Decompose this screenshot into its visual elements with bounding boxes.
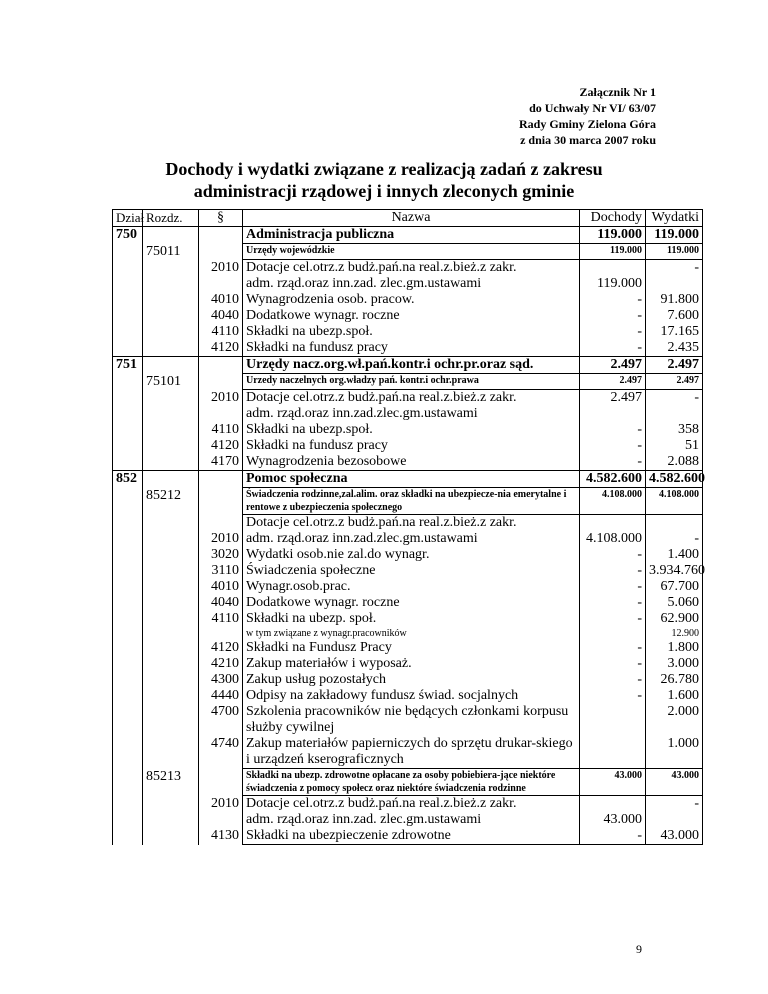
- annex-line-2: do Uchwały Nr VI/ 63/07: [529, 101, 656, 115]
- cell-rozdz: [143, 324, 199, 340]
- cell-par: [199, 812, 243, 828]
- header-dzial: Dział: [113, 210, 143, 227]
- cell-dzial: [113, 515, 143, 532]
- table-row: [113, 292, 703, 308]
- table-row: [113, 704, 703, 736]
- cell-nazwa: Wynagr.osob.prac.: [243, 579, 580, 595]
- cell-rozdz: [143, 531, 199, 547]
- cell-wydatki: 62.900: [646, 611, 703, 627]
- cell-wydatki: 1.000: [646, 736, 703, 769]
- cell-dzial: [113, 276, 143, 292]
- document-title: [0, 158, 768, 202]
- annex-header: [519, 84, 656, 148]
- cell-wydatki: 3.000: [646, 656, 703, 672]
- cell-dochody: -: [580, 454, 646, 471]
- cell-wydatki: 1.400: [646, 547, 703, 563]
- cell-nazwa: Dotacje cel.otrz.z budż.pań.na real.z.bież.z zakr.: [243, 390, 580, 407]
- cell-rozdz: [143, 406, 199, 422]
- cell-rozdz: [143, 308, 199, 324]
- cell-par: 4040: [199, 595, 243, 611]
- cell-dochody: -: [580, 672, 646, 688]
- cell-nazwa: Dodatkowe wynagr. roczne: [243, 595, 580, 611]
- table-row: [113, 390, 703, 407]
- cell-rozdz: [143, 627, 199, 640]
- cell-wydatki: 1.600: [646, 688, 703, 704]
- cell-nazwa: Szkolenia pracowników nie będących członkami korpusu służby cywilnej: [243, 704, 580, 736]
- cell-wydatki: 26.780: [646, 672, 703, 688]
- cell-dzial: [113, 640, 143, 656]
- cell-dzial: [113, 769, 143, 796]
- cell-nazwa: Wydatki osob.nie zal.do wynagr.: [243, 547, 580, 563]
- cell-dochody: 2.497: [580, 374, 646, 390]
- cell-dzial: [113, 308, 143, 324]
- table-row: [113, 406, 703, 422]
- cell-par: [199, 488, 243, 515]
- cell-nazwa: Odpisy na zakładowy fundusz świad. socjalnych: [243, 688, 580, 704]
- cell-par: 4120: [199, 340, 243, 357]
- cell-par: 2010: [199, 390, 243, 407]
- cell-dochody: [580, 627, 646, 640]
- table-row: [113, 828, 703, 845]
- table-row: [113, 627, 703, 640]
- cell-par: 4170: [199, 454, 243, 471]
- budget-table: [112, 209, 703, 845]
- cell-dochody: -: [580, 292, 646, 308]
- cell-wydatki: 119.000: [646, 244, 703, 260]
- cell-wydatki: [646, 515, 703, 532]
- cell-nazwa: Urzędy nacz.org.wł.pań.kontr.i ochr.pr.oraz sąd.: [243, 357, 580, 374]
- cell-dzial: [113, 454, 143, 471]
- cell-wydatki: [646, 812, 703, 828]
- cell-dzial: [113, 627, 143, 640]
- cell-dzial: [113, 488, 143, 515]
- cell-par: 4010: [199, 292, 243, 308]
- cell-dochody: [580, 515, 646, 532]
- cell-wydatki: 1.800: [646, 640, 703, 656]
- cell-wydatki: 2.088: [646, 454, 703, 471]
- cell-dochody: [580, 796, 646, 813]
- cell-dzial: [113, 244, 143, 260]
- cell-dochody: [580, 260, 646, 277]
- cell-rozdz: [143, 292, 199, 308]
- cell-dzial: [113, 812, 143, 828]
- cell-rozdz: [143, 595, 199, 611]
- cell-rozdz: [143, 656, 199, 672]
- header-wydatki: Wydatki: [646, 210, 703, 227]
- cell-dochody: -: [580, 438, 646, 454]
- cell-dzial: [113, 422, 143, 438]
- cell-wydatki: [646, 406, 703, 422]
- table-row: [113, 422, 703, 438]
- header-rozdz: Rozdz.: [143, 210, 199, 227]
- cell-wydatki: 2.435: [646, 340, 703, 357]
- cell-dochody: -: [580, 324, 646, 340]
- cell-par: [199, 769, 243, 796]
- cell-rozdz: [143, 438, 199, 454]
- table-row: [113, 276, 703, 292]
- cell-rozdz: [143, 736, 199, 769]
- cell-wydatki: 2.000: [646, 704, 703, 736]
- cell-par: [199, 627, 243, 640]
- cell-par: 4130: [199, 828, 243, 845]
- cell-dochody: 43.000: [580, 769, 646, 796]
- cell-rozdz: [143, 640, 199, 656]
- cell-dzial: [113, 736, 143, 769]
- cell-par: [199, 515, 243, 532]
- cell-rozdz: [143, 515, 199, 532]
- cell-dochody: -: [580, 640, 646, 656]
- cell-rozdz: 85212: [143, 488, 199, 515]
- cell-nazwa: Składki na fundusz pracy: [243, 438, 580, 454]
- cell-par: 2010: [199, 796, 243, 813]
- cell-dochody: 119.000: [580, 276, 646, 292]
- cell-dzial: [113, 656, 143, 672]
- cell-dzial: [113, 595, 143, 611]
- cell-dzial: [113, 611, 143, 627]
- cell-wydatki: 43.000: [646, 769, 703, 796]
- cell-nazwa: Zakup usług pozostałych: [243, 672, 580, 688]
- cell-dzial: [113, 672, 143, 688]
- cell-nazwa: adm. rząd.oraz inn.zad.zlec.gm.ustawami: [243, 406, 580, 422]
- cell-nazwa: Dotacje cel.otrz.z budż.pań.na real.z.bież.z zakr.: [243, 515, 580, 532]
- table-row: [113, 438, 703, 454]
- table-row: [113, 471, 703, 488]
- cell-dochody: 119.000: [580, 244, 646, 260]
- cell-nazwa: Administracja publiczna: [243, 227, 580, 244]
- cell-rozdz: [143, 227, 199, 244]
- cell-dzial: [113, 531, 143, 547]
- cell-dochody: [580, 406, 646, 422]
- cell-nazwa: Świadczenia społeczne: [243, 563, 580, 579]
- cell-par: 4440: [199, 688, 243, 704]
- cell-dzial: [113, 324, 143, 340]
- cell-dzial: [113, 796, 143, 813]
- cell-dochody: -: [580, 595, 646, 611]
- cell-dzial: 852: [113, 471, 143, 488]
- cell-wydatki: 12.900: [646, 627, 703, 640]
- cell-nazwa: Świadczenia rodzinne,zal.alim. oraz składki na ubezpiecze-nia emerytalne i rentowe z ubezpieczenia społecznego: [243, 488, 580, 515]
- cell-par: 4210: [199, 656, 243, 672]
- cell-nazwa: Pomoc społeczna: [243, 471, 580, 488]
- cell-nazwa: Dodatkowe wynagr. roczne: [243, 308, 580, 324]
- cell-par: 4110: [199, 422, 243, 438]
- cell-wydatki: 2.497: [646, 374, 703, 390]
- cell-par: [199, 244, 243, 260]
- cell-rozdz: [143, 276, 199, 292]
- cell-par: 2010: [199, 260, 243, 277]
- cell-dzial: [113, 374, 143, 390]
- title-line-2: administracji rządowej i innych zleconych gminie: [193, 181, 575, 201]
- cell-nazwa: adm. rząd.oraz inn.zad. zlec.gm.ustawami: [243, 812, 580, 828]
- cell-wydatki: 17.165: [646, 324, 703, 340]
- cell-rozdz: [143, 688, 199, 704]
- cell-rozdz: [143, 390, 199, 407]
- cell-rozdz: 75011: [143, 244, 199, 260]
- cell-dochody: 2.497: [580, 390, 646, 407]
- cell-par: 4700: [199, 704, 243, 736]
- cell-dochody: -: [580, 547, 646, 563]
- cell-dochody: -: [580, 611, 646, 627]
- cell-dochody: [580, 736, 646, 769]
- cell-dochody: 4.108.000: [580, 488, 646, 515]
- cell-nazwa: Wynagrodzenia bezosobowe: [243, 454, 580, 471]
- cell-par: 4010: [199, 579, 243, 595]
- table-row: [113, 796, 703, 813]
- cell-nazwa: adm. rząd.oraz inn.zad.zlec.gm.ustawami: [243, 531, 580, 547]
- header-par: §: [199, 210, 243, 227]
- cell-par: 3020: [199, 547, 243, 563]
- cell-wydatki: 67.700: [646, 579, 703, 595]
- cell-nazwa: Zakup materiałów papierniczych do sprzętu drukar-skiego i urządzeń kserograficznych: [243, 736, 580, 769]
- annex-line-1: Załącznik Nr 1: [579, 85, 656, 99]
- header-dochody: Dochody: [580, 210, 646, 227]
- cell-wydatki: 43.000: [646, 828, 703, 845]
- cell-par: [199, 357, 243, 374]
- cell-par: [199, 276, 243, 292]
- cell-rozdz: [143, 260, 199, 277]
- cell-par: 2010: [199, 531, 243, 547]
- cell-rozdz: [143, 357, 199, 374]
- cell-rozdz: [143, 828, 199, 845]
- cell-wydatki: 51: [646, 438, 703, 454]
- cell-dochody: -: [580, 422, 646, 438]
- cell-rozdz: [143, 547, 199, 563]
- cell-dzial: [113, 704, 143, 736]
- cell-par: 4740: [199, 736, 243, 769]
- cell-par: 3110: [199, 563, 243, 579]
- cell-dochody: -: [580, 688, 646, 704]
- cell-dochody: 4.582.600: [580, 471, 646, 488]
- cell-par: [199, 374, 243, 390]
- table-row: [113, 688, 703, 704]
- table-row: [113, 244, 703, 260]
- cell-wydatki: -: [646, 796, 703, 813]
- cell-wydatki: 119.000: [646, 227, 703, 244]
- table-header-row: [113, 210, 703, 227]
- table-row: [113, 374, 703, 390]
- cell-dochody: -: [580, 340, 646, 357]
- cell-par: [199, 406, 243, 422]
- cell-wydatki: 4.108.000: [646, 488, 703, 515]
- table-row: [113, 227, 703, 244]
- table-row: [113, 736, 703, 769]
- cell-nazwa: Dotacje cel.otrz.z budż.pań.na real.z.bież.z zakr.: [243, 796, 580, 813]
- annex-line-4: z dnia 30 marca 2007 roku: [520, 133, 656, 147]
- table-row: [113, 454, 703, 471]
- cell-rozdz: [143, 796, 199, 813]
- cell-dochody: 43.000: [580, 812, 646, 828]
- cell-rozdz: [143, 704, 199, 736]
- table-row: [113, 563, 703, 579]
- annex-line-3: Rady Gminy Zielona Góra: [518, 117, 656, 131]
- cell-nazwa: Zakup materiałów i wyposaż.: [243, 656, 580, 672]
- cell-rozdz: [143, 812, 199, 828]
- cell-par: [199, 227, 243, 244]
- table-row: [113, 640, 703, 656]
- cell-nazwa: Dotacje cel.otrz.z budż.pań.na real.z.bież.z zakr.: [243, 260, 580, 277]
- cell-par: [199, 471, 243, 488]
- cell-wydatki: 7.600: [646, 308, 703, 324]
- table-row: [113, 340, 703, 357]
- cell-rozdz: [143, 672, 199, 688]
- table-row: [113, 488, 703, 515]
- cell-dzial: [113, 390, 143, 407]
- cell-dochody: -: [580, 579, 646, 595]
- cell-dzial: [113, 688, 143, 704]
- cell-rozdz: [143, 471, 199, 488]
- cell-dzial: 751: [113, 357, 143, 374]
- cell-par: 4300: [199, 672, 243, 688]
- cell-nazwa: Urzedy naczelnych org.władzy pań. kontr.i ochr.prawa: [243, 374, 580, 390]
- table-row: [113, 357, 703, 374]
- cell-dzial: [113, 828, 143, 845]
- header-nazwa: Nazwa: [243, 210, 580, 227]
- cell-wydatki: 4.582.600: [646, 471, 703, 488]
- page-number: 9: [636, 942, 642, 956]
- cell-wydatki: -: [646, 531, 703, 547]
- cell-dzial: [113, 406, 143, 422]
- table-row: [113, 308, 703, 324]
- cell-par: 4120: [199, 438, 243, 454]
- cell-nazwa: Składki na Fundusz Pracy: [243, 640, 580, 656]
- cell-dzial: [113, 579, 143, 595]
- cell-par: 4110: [199, 324, 243, 340]
- cell-wydatki: 91.800: [646, 292, 703, 308]
- cell-dochody: -: [580, 828, 646, 845]
- table-row: [113, 324, 703, 340]
- cell-wydatki: 5.060: [646, 595, 703, 611]
- cell-dzial: [113, 547, 143, 563]
- cell-nazwa: Urzędy wojewódzkie: [243, 244, 580, 260]
- cell-wydatki: -: [646, 260, 703, 277]
- cell-dzial: [113, 340, 143, 357]
- cell-rozdz: 75101: [143, 374, 199, 390]
- cell-nazwa: adm. rząd.oraz inn.zad. zlec.gm.ustawami: [243, 276, 580, 292]
- cell-dochody: 4.108.000: [580, 531, 646, 547]
- cell-wydatki: 3.934.760: [646, 563, 703, 579]
- table-row: [113, 260, 703, 277]
- cell-dochody: -: [580, 308, 646, 324]
- cell-dzial: [113, 292, 143, 308]
- cell-nazwa: Składki na ubezp.społ.: [243, 422, 580, 438]
- cell-wydatki: [646, 276, 703, 292]
- table-row: [113, 769, 703, 796]
- cell-dochody: [580, 704, 646, 736]
- cell-wydatki: -: [646, 390, 703, 407]
- cell-dochody: 119.000: [580, 227, 646, 244]
- cell-rozdz: 85213: [143, 769, 199, 796]
- cell-rozdz: [143, 611, 199, 627]
- cell-par: 4040: [199, 308, 243, 324]
- table-row: [113, 595, 703, 611]
- cell-par: 4120: [199, 640, 243, 656]
- table-row: [113, 611, 703, 627]
- cell-dzial: 750: [113, 227, 143, 244]
- cell-dochody: -: [580, 563, 646, 579]
- table-row: [113, 547, 703, 563]
- cell-rozdz: [143, 563, 199, 579]
- table-row: [113, 531, 703, 547]
- cell-dochody: 2.497: [580, 357, 646, 374]
- table-row: [113, 579, 703, 595]
- cell-nazwa: Składki na ubezp. społ.: [243, 611, 580, 627]
- cell-nazwa: Składki na ubezpieczenie zdrowotne: [243, 828, 580, 845]
- cell-rozdz: [143, 454, 199, 471]
- cell-nazwa: Wynagrodzenia osob. pracow.: [243, 292, 580, 308]
- cell-dzial: [113, 438, 143, 454]
- cell-dzial: [113, 260, 143, 277]
- cell-nazwa: Składki na fundusz pracy: [243, 340, 580, 357]
- table-row: [113, 656, 703, 672]
- cell-wydatki: 2.497: [646, 357, 703, 374]
- cell-rozdz: [143, 422, 199, 438]
- table-row: [113, 672, 703, 688]
- cell-rozdz: [143, 579, 199, 595]
- cell-nazwa: Składki na ubezp. zdrowotne opłacane za osoby pobiebiera-jące niektóre świadczenia z pomocy społecz oraz niektóre świadczenia rodzinne: [243, 769, 580, 796]
- title-line-1: Dochody i wydatki związane z realizacją zadań z zakresu: [165, 159, 603, 179]
- cell-nazwa: Składki na ubezp.społ.: [243, 324, 580, 340]
- cell-dochody: -: [580, 656, 646, 672]
- table-row: [113, 812, 703, 828]
- table-row: [113, 515, 703, 532]
- cell-wydatki: 358: [646, 422, 703, 438]
- cell-dzial: [113, 563, 143, 579]
- cell-par: 4110: [199, 611, 243, 627]
- cell-nazwa: w tym związane z wynagr.pracowników: [243, 627, 580, 640]
- cell-rozdz: [143, 340, 199, 357]
